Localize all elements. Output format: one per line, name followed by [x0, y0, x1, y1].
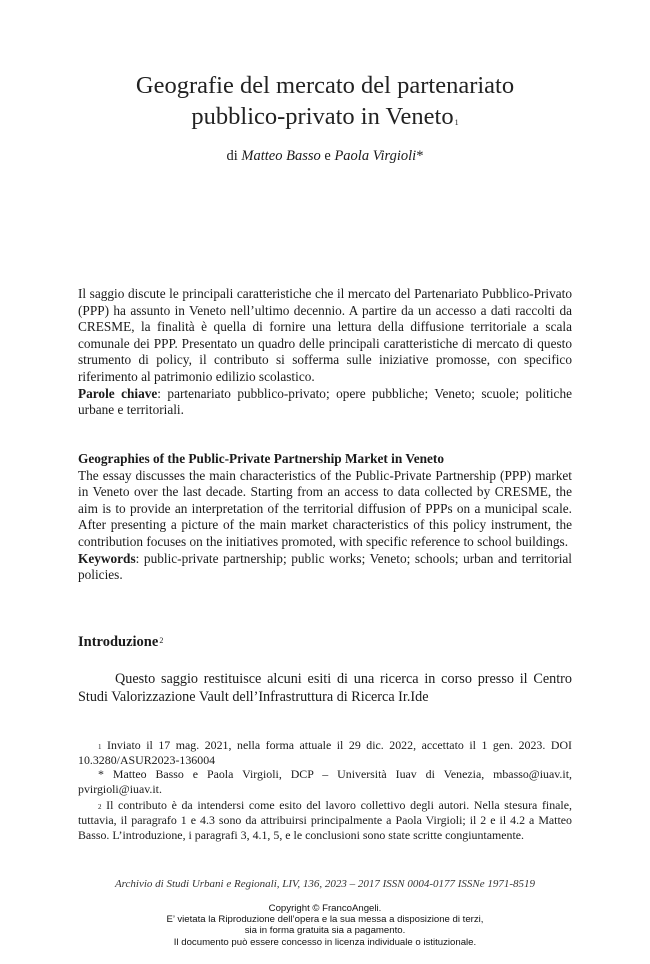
keywords-en-list: : public-private partnership; public works; Veneto; schools; urban and territorial policies. [78, 550, 572, 583]
footnote-1-text: Inviato il 17 mag. 2021, nella forma attuale il 29 dic. 2022, accettato il 1 gen. 2023. DOI 10.3280/ASUR2023-136004 [78, 738, 572, 768]
footnote-author [78, 767, 572, 797]
footnote-2-text: Il contributo è da intendersi come esito del lavoro collettivo degli autori. Nella stesura finale, tuttavia, il paragrafo 1 e 4.3 sono da attribuirsi principalmente a Paola Virgioli; il 2 e il 4.2 a Matteo Basso. L’introduzione, i paragrafi 3, 4.1, 5, e le conclusioni sono state scritte congiuntamente. [78, 798, 572, 843]
copyright-line-1: Copyright © FrancoAngeli. [268, 903, 382, 914]
introduction-heading [78, 634, 163, 651]
footnote-2 [78, 798, 572, 844]
author-2: Paola Virgioli [334, 148, 417, 164]
copyright-line-4: Il documento può essere concesso in licenza individuale o istituzionale. [173, 936, 477, 948]
title-line-1: Geografie del mercato del partenariato [135, 72, 515, 99]
keywords-en-label: Keywords [78, 550, 136, 566]
introduction-paragraph: Questo saggio restituisce alcuni esiti di una ricerca in corso presso il Centro Studi Valorizzazione Vault dell’Infrastruttura di Ricerca Ir.Ide [78, 671, 572, 705]
abstract-it-text: Il saggio discute le principali caratteristiche che il mercato del Partenariato Pubblico-Privato (PPP) ha assunto in Veneto nell’ultimo decennio. A partire da un accesso a dati raccolti da CRESME, la finalità è quella di fornire una lettura della diffusione territoriale a scala comunale dei PPP. Presentato un quadro delle principali caratteristiche di mercato di questo strumento di policy, il contributo si sofferma sulle iniziative promosse, con specifico riferimento al patrimonio edilizio scolastico. [78, 286, 572, 384]
abstract-italian [78, 286, 572, 419]
journal-citation: Archivio di Studi Urbani e Regionali, LIV, 136, 2023 – 2017 ISSN 0004-0177 ISSNe 1971-8519 [114, 878, 536, 890]
introduction-footnote-mark: 2 [159, 636, 164, 645]
authors-prefix: di [226, 148, 242, 164]
introduction-heading-text: Introduzione [78, 634, 159, 650]
authors-line [0, 148, 650, 165]
copyright-line-3: sia in forma gratuita sia a pagamento. [244, 925, 406, 937]
authors-footnote-mark: * [416, 148, 424, 164]
footnote-author-text: Matteo Basso e Paola Virgioli, DCP – Università Iuav di Venezia, mbasso@iuav.it, pvirgioli@iuav.it. [78, 767, 572, 797]
abstract-en-text: The essay discusses the main characteristics of the Public-Private Partnership (PPP) market in Veneto over the last decade. Starting from an access to data collected by CRESME, the aim is to provide an interpretation of the territorial diffusion of PPPs on a municipal scale. After presenting a picture of the main market characteristics of this policy instrument, the contribution focuses on the initiatives promoted, with specific reference to school buildings. [78, 467, 572, 549]
footnote-2-mark: 2 [98, 803, 102, 811]
title-line-2 [0, 101, 650, 132]
title-line-2-text: pubblico-privato in Veneto [191, 103, 454, 130]
footnote-1-mark: 1 [98, 743, 102, 751]
authors-conjunction: e [320, 148, 335, 164]
copyright-line-2: E’ vietata la Riproduzione dell’opera e la sua messa a disposizione di terzi, [166, 914, 484, 926]
footnote-1 [78, 738, 572, 768]
keywords-en [78, 551, 572, 584]
keywords-it-label: Parole chiave [78, 385, 158, 401]
article-title [0, 70, 650, 132]
abstract-en-title: Geographies of the Public-Private Partnership Market in Veneto [78, 451, 444, 466]
keywords-it [78, 386, 572, 419]
footnote-author-mark: * [98, 767, 104, 781]
title-footnote-mark: 1 [454, 118, 459, 127]
keywords-it-list: : partenariato pubblico-privato; opere pubbliche; Veneto; scuole; politiche urbane e territoriali. [78, 385, 572, 418]
abstract-english [78, 451, 572, 584]
author-1: Matteo Basso [241, 148, 321, 164]
copyright-notice [0, 903, 650, 948]
